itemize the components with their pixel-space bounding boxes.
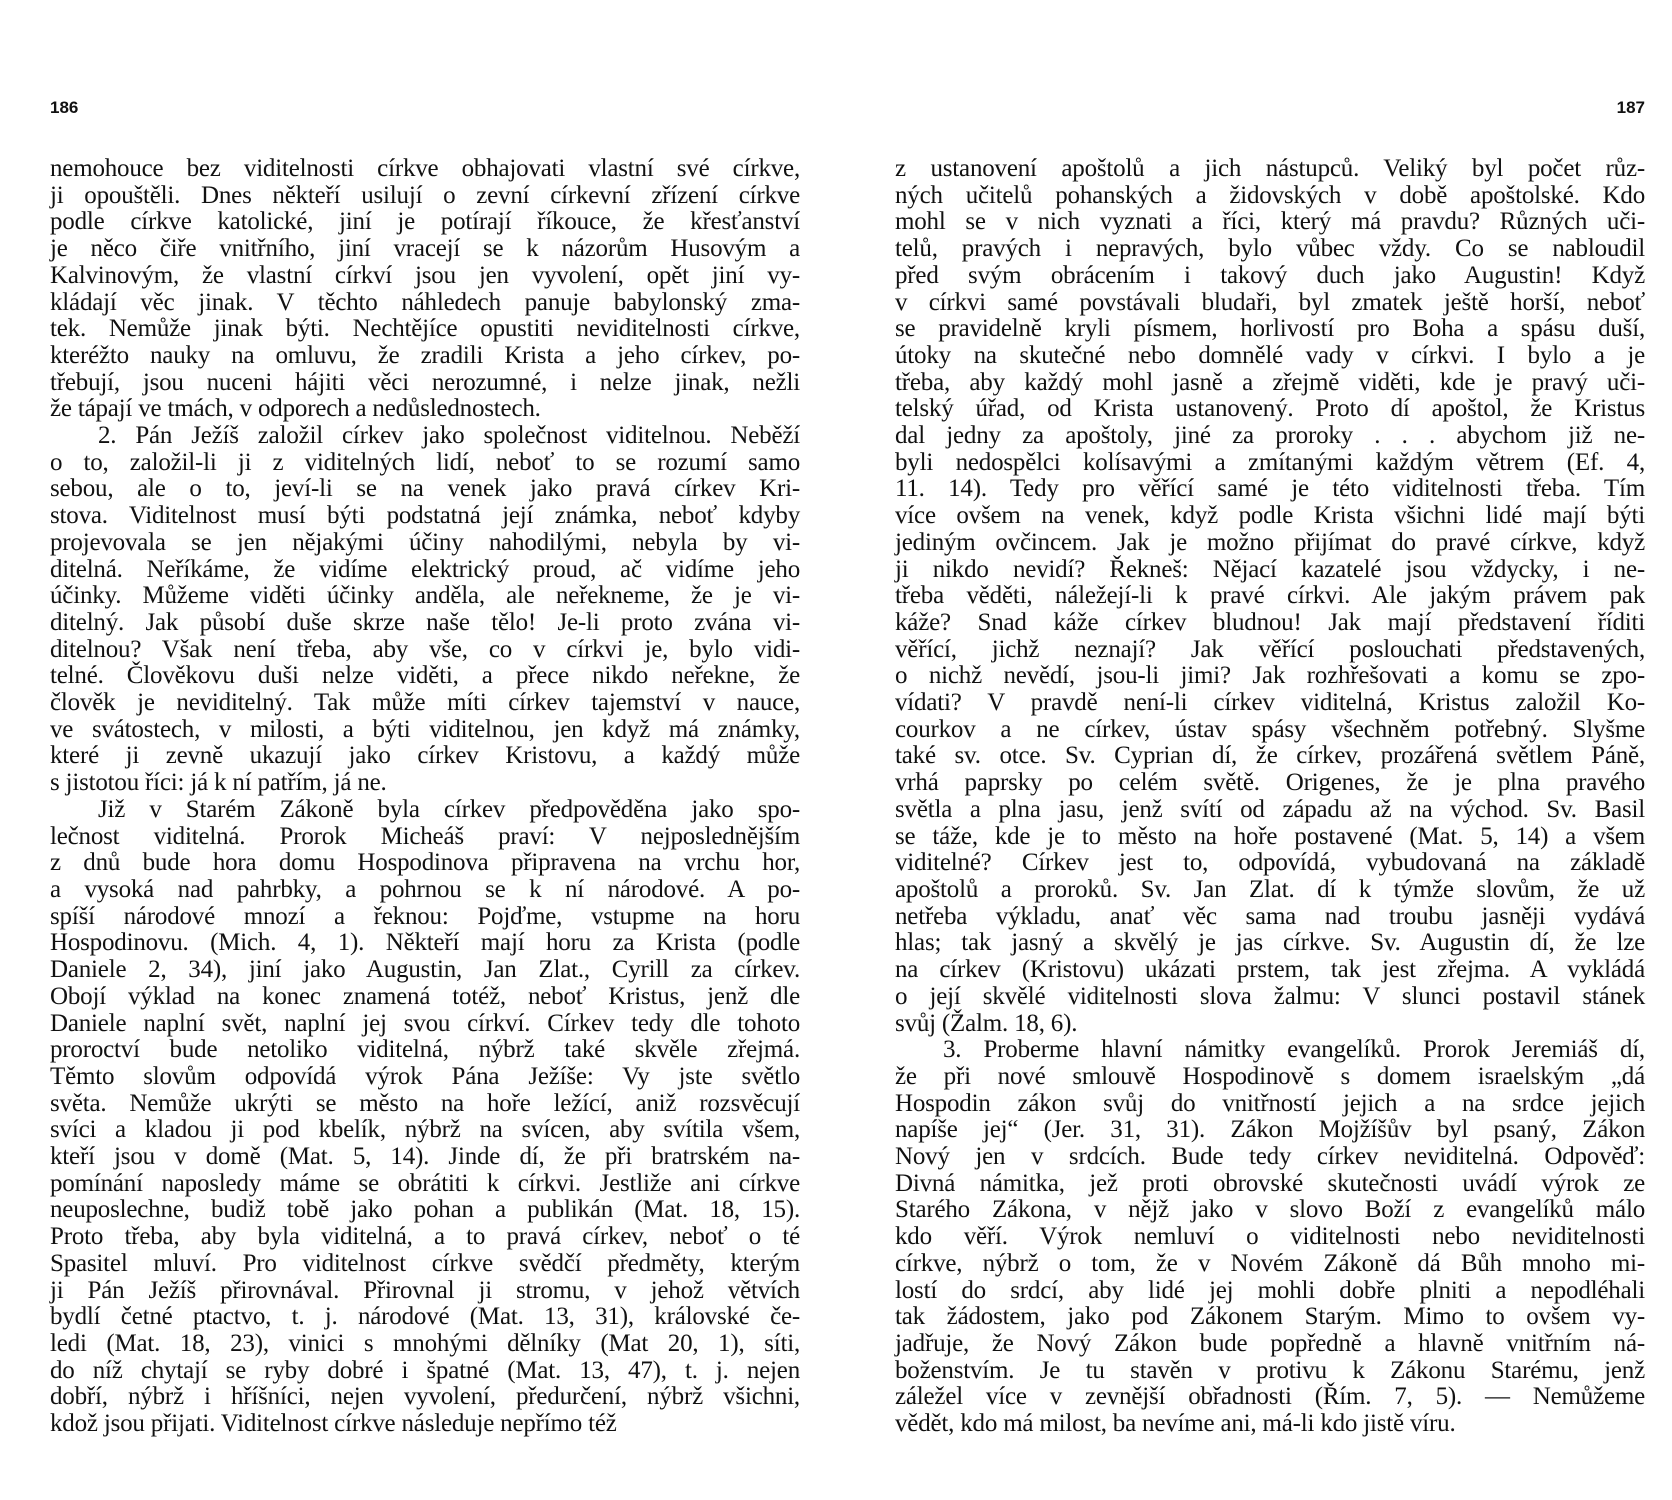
text-line: pomínání naposledy máme se obrátiti k církvi. Jestliže ani církve — [50, 1169, 800, 1197]
text-line: nemohouce bez viditelnosti církve obhajovati vlastní své církve, — [50, 155, 800, 182]
text-line: ditelný. Jak působí duše skrze naše tělo! Je-li proto zvána vi- — [50, 608, 800, 636]
page-number-left: 186 — [50, 98, 79, 117]
text-line: Hospodinovu. (Mich. 4, 1). Někteří mají horu za Krista (podle — [50, 929, 800, 957]
text-line: člověk je neviditelný. Tak může míti církev tajemství v nauce, — [50, 689, 800, 717]
text-line: kdož jsou přijati. Viditelnost církve následuje nepřímo též — [50, 1410, 617, 1438]
text-line: třeba věděti, náležejí-li k pravé církvi. Ale jakým právem pak — [895, 582, 1645, 610]
text-line: svůj (Žalm. 18, 6). — [895, 1009, 1078, 1037]
text-line: z dnů bude hora domu Hospodinova připravena na vrchu hor, — [50, 849, 800, 877]
text-line: projevovala se jen nějakými účiny nahodilými, nebyla by vi- — [50, 528, 800, 556]
text-line: do níž chytají se ryby dobré i špatné (Mat. 13, 47), t. j. nejen — [50, 1356, 800, 1384]
text-line: apoštolů a proroků. Sv. Jan Zlat. dí k týmže slovům, že už — [895, 875, 1645, 903]
text-line: věřící, jichž neznají? Jak věřící poslouchati představených, — [895, 635, 1645, 663]
text-line: sebou, ale o to, jeví-li se na venek jako pravá církev Kri- — [50, 475, 800, 503]
right-page-text — [895, 156, 1645, 1438]
text-line: Starého Zákona, v nějž jako v slovo Boží z evangelíků málo — [895, 1196, 1645, 1224]
text-line: bydlí četné ptactvo, t. j. národové (Mat. 13, 31), královské če- — [50, 1303, 800, 1331]
text-line: a vysoká nad pahrbky, a pohrnou se k ní národové. A po- — [50, 875, 800, 903]
text-line: hlas; tak jasný a skvělý je jas církve. Sv. Augustin dí, že lze — [895, 929, 1645, 957]
text-line: káže? Snad káže církev bludnou! Jak mají představení říditi — [895, 608, 1645, 636]
text-line: ných učitelů pohanských a židovských v době apoštolské. Kdo — [895, 181, 1645, 209]
text-line: světa. Nemůže ukrýti se město na hoře ležící, aniž rozsvěcují — [50, 1089, 800, 1117]
text-line: vrhá paprsky po celém světě. Origenes, že je plna pravého — [895, 769, 1645, 797]
text-line: se pravidelně kryli písmem, horlivostí pro Boha a spásu duší, — [895, 315, 1645, 343]
text-line: spíší národové mnozí a řeknou: Pojďme, vstupme na horu — [50, 902, 800, 930]
text-line: ledi (Mat. 18, 23), vinici s mnohými dělníky (Mat 20, 1), síti, — [50, 1329, 800, 1357]
text-line: záležel více v zevnější obřadnosti (Řím. 7, 5). — Nemůžeme — [895, 1383, 1645, 1411]
text-line: třebují, jsou nuceni hájiti věci nerozumné, i nelze jinak, nežli — [50, 368, 800, 396]
text-line: tak žádostem, jako pod Zákonem Starým. Mimo to ovšem vy- — [895, 1303, 1645, 1331]
text-line: napíše jej“ (Jer. 31, 31). Zákon Mojžíšův byl psaný, Zákon — [895, 1116, 1645, 1144]
text-line: o nichž nevědí, jsou-li jimi? Jak rozhřešovati a komu se zpo- — [895, 662, 1645, 690]
text-line: courkov a ne církev, ústav spásy všechněm potřebný. Slyšme — [895, 715, 1645, 743]
text-line: svíci a kladou ji pod kbelík, nýbrž na svícen, aby svítila všem, — [50, 1116, 800, 1144]
text-line: ji nikdo nevidí? Řekneš: Nějací kazatelé jsou vždycky, i ne- — [895, 555, 1645, 583]
text-line: lečnost viditelná. Prorok Micheáš praví: V nejposlednějším — [50, 822, 800, 850]
text-line: před svým obrácením i takový duch jako Augustin! Když — [895, 261, 1645, 289]
text-line: světla a plna jasu, jenž svítí od západu až na východ. Sv. Basil — [895, 795, 1645, 823]
left-page-text — [50, 156, 800, 1438]
text-line: vídati? V pravdě není-li církev viditelná, Kristus založil Ko- — [895, 689, 1645, 717]
text-line: účinky. Můžeme viděti účinky anděla, ale neřekneme, že je vi- — [50, 582, 800, 610]
text-line: církve, nýbrž o tom, že v Novém Zákoně dá Bůh mnoho mi- — [895, 1249, 1645, 1277]
text-line: kládají věc jinak. V těchto náhledech panuje babylonský zma- — [50, 288, 800, 316]
text-line: více ovšem na venek, když podle Krista všichni lidé mají býti — [895, 502, 1645, 530]
text-line: lostí do srdcí, aby lidé jej mohli dobře plniti a nepodléhali — [895, 1276, 1645, 1304]
text-line: také sv. otce. Sv. Cyprian dí, že církev, prozářená světlem Páně, — [895, 742, 1645, 770]
text-line: kteréžto nauky na omluvu, že zradili Krista a jeho církev, po- — [50, 341, 800, 369]
text-line: ditelná. Neříkáme, že vidíme elektrický proud, ač vidíme jeho — [50, 555, 800, 583]
text-line: tek. Nemůže jinak býti. Nechtějíce opustiti neviditelnosti církve, — [50, 315, 800, 343]
text-line: s jistotou říci: já k ní patřím, já ne. — [50, 769, 387, 797]
text-line: 11. 14). Tedy pro věřící samé je této viditelnosti třeba. Tím — [895, 475, 1645, 503]
text-line: 3. Proberme hlavní námitky evangelíků. Prorok Jeremiáš dí, — [943, 1036, 1645, 1064]
text-line: které ji zevně ukazují jako církev Kristovu, a každý může — [50, 742, 800, 770]
text-line: útoky na skutečné nebo domnělé vady v církvi. I bylo a je — [895, 341, 1645, 369]
left-page — [50, 96, 800, 1438]
text-line: ji Pán Ježíš přirovnával. Přirovnal ji stromu, v jehož větvích — [50, 1276, 800, 1304]
text-line: Obojí výklad na konec znamená totéž, neboť Kristus, jenž dle — [50, 982, 800, 1010]
text-line: Spasitel mluví. Pro viditelnost církve svědčí předměty, kterým — [50, 1249, 800, 1277]
text-line: telů, pravých i nepravých, bylo vůbec vždy. Co se nabloudil — [895, 235, 1645, 263]
text-line: Kalvinovým, že vlastní církví jsou jen vyvolení, opět jiní vy- — [50, 261, 800, 289]
text-line: Daniele naplní svět, naplní jej svou církví. Církev tedy dle tohoto — [50, 1009, 800, 1037]
text-line: Nový jen v srdcích. Bude tedy církev neviditelná. Odpověď: — [895, 1143, 1645, 1171]
text-line: Proto třeba, aby byla viditelná, a to pravá církev, neboť o té — [50, 1223, 800, 1251]
text-line: telné. Člověkovu duši nelze viděti, a přece nikdo neřekne, že — [50, 662, 800, 690]
text-line: telský úřad, od Krista ustanovený. Proto dí apoštol, že Kristus — [895, 395, 1645, 423]
text-line: mohl se v nich vyznati a říci, který má pravdu? Různých uči- — [895, 208, 1645, 236]
text-line: Již v Starém Zákoně byla církev předpověděna jako spo- — [98, 795, 800, 823]
text-line: z ustanovení apoštolů a jich nástupců. Veliký byl počet růz- — [895, 155, 1645, 182]
text-line: na církev (Kristovu) ukázati prstem, tak jest zřejma. A vykládá — [895, 956, 1645, 984]
text-line: neuposlechne, budiž tobě jako pohan a publikán (Mat. 18, 15). — [50, 1196, 800, 1224]
text-line: Hospodin zákon svůj do vnitřností jejich a na srdce jejich — [895, 1089, 1645, 1117]
text-line: kdo věří. Výrok nemluví o viditelnosti nebo neviditelnosti — [895, 1223, 1645, 1251]
text-line: že tápají ve tmách, v odporech a nedůslednostech. — [50, 395, 541, 423]
text-line: se táže, kde je to město na hoře postavené (Mat. 5, 14) a všem — [895, 822, 1645, 850]
text-line: proroctví bude netoliko viditelná, nýbrž také skvěle zřejmá. — [50, 1036, 800, 1064]
text-line: ve svátostech, v milosti, a býti viditelnou, jen když má známky, — [50, 715, 800, 743]
text-line: boženstvím. Je tu stavěn v protivu k Zákonu Starému, jenž — [895, 1356, 1645, 1384]
text-line: že při nové smlouvě Hospodinově s domem israelským „dá — [895, 1062, 1645, 1090]
text-line: Divná námitka, jež proti obrovské skutečnosti uvádí výrok ze — [895, 1169, 1645, 1197]
text-line: kteří jsou v domě (Mat. 5, 14). Jinde dí, že při bratrském na- — [50, 1143, 800, 1171]
text-line: podle církve katolické, jiní je potírají říkouce, že křesťanství — [50, 208, 800, 236]
text-line: jediným ovčincem. Jak je možno přijímat do pravé církve, když — [895, 528, 1645, 556]
text-line: byli nedospělci kolísavými a zmítanými každým větrem (Ef. 4, — [895, 448, 1645, 476]
text-line: je něco čiře vnitřního, jiní vracejí se k názorům Husovým a — [50, 235, 800, 263]
text-line: v církvi samé povstávali bludaři, byl zmatek ještě horší, neboť — [895, 288, 1645, 316]
text-line: jadřuje, že Nový Zákon bude popředně a hlavně vnitřním ná- — [895, 1329, 1645, 1357]
text-line: netřeba výkladu, anať věc sama nad troubu jasněji vydává — [895, 902, 1645, 930]
text-line: dal jedny za apoštoly, jiné za proroky . . . abychom již ne- — [895, 422, 1645, 450]
text-line: Těmto slovům odpovídá výrok Pána Ježíše: Vy jste světlo — [50, 1062, 800, 1090]
page-number-right: 187 — [1616, 98, 1645, 117]
text-line: dobří, nýbrž i hříšníci, nejen vyvolení, předurčení, nýbrž všichni, — [50, 1383, 800, 1411]
right-page — [895, 96, 1645, 1438]
text-line: třeba, aby každý mohl jasně a zřejmě viděti, kde je pravý uči- — [895, 368, 1645, 396]
text-line: Daniele 2, 34), jiní jako Augustin, Jan Zlat., Cyrill za církev. — [50, 956, 800, 984]
text-line: o to, založil-li ji z viditelných lidí, neboť to se rozumí samo — [50, 448, 800, 476]
text-line: ji opouštěli. Dnes někteří usilují o zevní církevní zřízení církve — [50, 181, 800, 209]
text-line: vědět, kdo má milost, ba nevíme ani, má-li kdo jistě víru. — [895, 1410, 1456, 1438]
text-line: viditelné? Církev jest to, odpovídá, vybudovaná na základě — [895, 849, 1645, 877]
text-line: 2. Pán Ježíš založil církev jako společnost viditelnou. Neběží — [98, 422, 800, 450]
text-line: ditelnou? Však není třeba, aby vše, co v církvi je, bylo vidi- — [50, 635, 800, 663]
text-line: stova. Viditelnost musí býti podstatná její známka, neboť kdyby — [50, 502, 800, 530]
text-line: o její skvělé viditelnosti slova žalmu: V slunci postavil stánek — [895, 982, 1645, 1010]
